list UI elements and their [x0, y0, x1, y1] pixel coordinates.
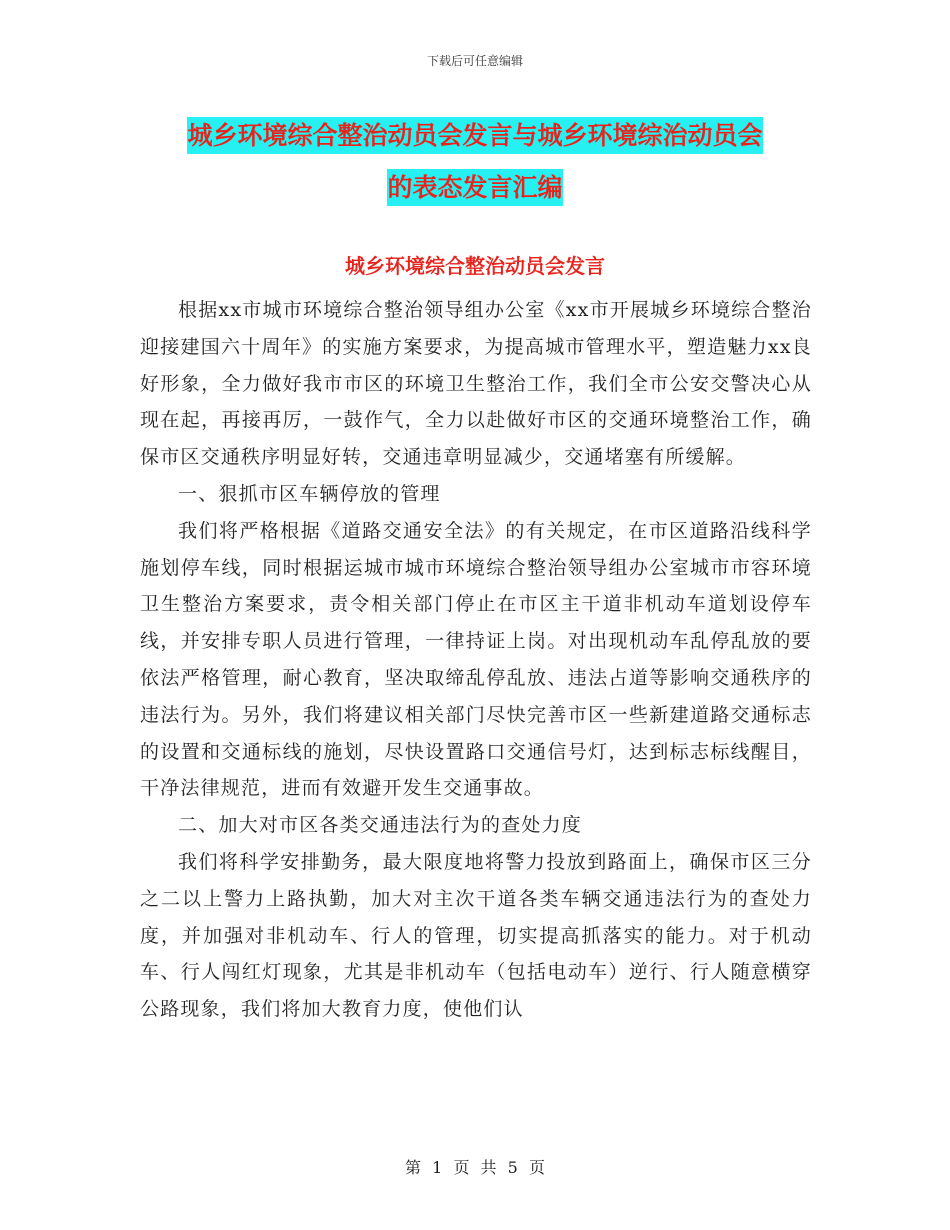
footer-mid: 页 — [453, 1158, 470, 1177]
header-note: 下载后可任意编辑 — [426, 54, 523, 68]
footer-page-total: 5 — [507, 1158, 518, 1177]
footer-total-suffix: 页 — [528, 1158, 545, 1177]
paragraph-parking: 我们将严格根据《道路交通安全法》的有关规定，在市区道路沿线科学施划停车线，同时根据运城市城市环境综合整治领导组办公室城市市容环境卫生整治方案要求，责令相关部门停止在市区主干道非机动车道划设停车线，并安排专职人员进行管理，一律持证上岗。对出现机动车乱停乱放的要依法严格管理，耐心教育，坚决取缔乱停乱放、违法占道等影响交通秩序的违法行为。另外，我们将建议相关部门尽快完善市区一些新建道路交通标志的设置和交通标线的施划，尽快设置路口交通信号灯，达到标志标线醒目，干净法律规范，进而有效避开发生交通事故。 — [140, 519, 812, 800]
paragraph-intro: 根据xx市城市环境综合整治领导组办公室《xx市开展城乡环境综合整治迎接建国六十周年》的实施方案要求，为提高城市管理水平，塑造魅力xx良好形象，全力做好我市市区的环境卫生整治工作，我们全市公安交警决心从现在起，再接再厉，一鼓作气，全力以赴做好市区的交通环境整治工作，确保市区交通秩序明显好转，交通违章明显减少，交通堵塞有所缓解。 — [140, 299, 812, 469]
footer-total-prefix: 共 — [480, 1158, 497, 1177]
document-title-line2: 的表态发言汇编 — [387, 169, 562, 206]
document-title — [140, 110, 810, 214]
body-text — [140, 292, 812, 1028]
footer-prefix: 第 — [405, 1158, 422, 1177]
heading-two: 二、加大对市区各类交通违法行为的查处力度 — [178, 814, 583, 837]
page-footer — [0, 1155, 950, 1178]
document-title-line1: 城乡环境综合整治动员会发言与城乡环境综治动员会 — [187, 117, 762, 154]
heading-one: 一、狠抓市区车辆停放的管理 — [178, 482, 441, 505]
footer-page-current: 1 — [432, 1158, 443, 1177]
paragraph-enforcement: 我们将科学安排勤务，最大限度地将警力投放到路面上，确保市区三分之二以上警力上路执勤，加大对主次干道各类车辆交通违法行为的查处力度，并加强对非机动车、行人的管理，切实提高抓落实的能力。对于机动车、行人闯红灯现象，尤其是非机动车（包括电动车）逆行、行人随意横穿公路现象，我们将加大教育力度，使他们认 — [140, 850, 812, 1021]
section-title: 城乡环境综合整治动员会发言 — [345, 254, 605, 278]
